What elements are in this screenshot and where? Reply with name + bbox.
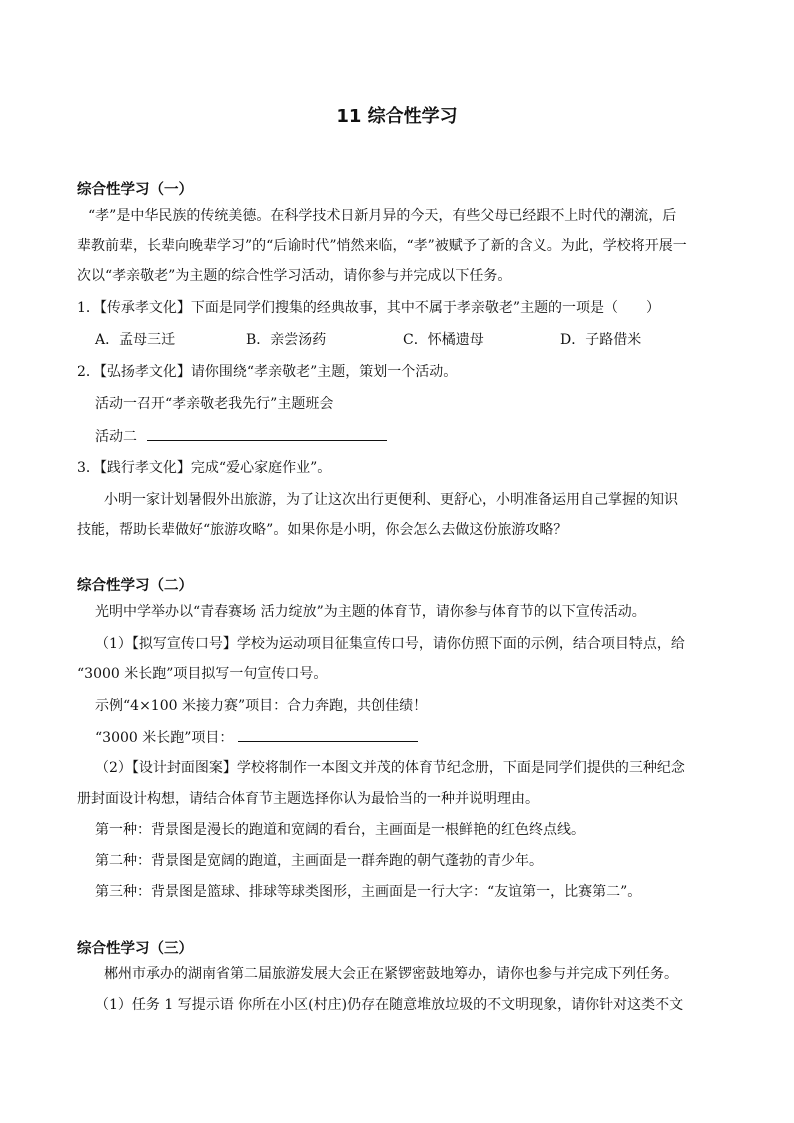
cover-option-2: 第二种：背景图是宽阔的跑道，主画面是一群奔跑的朝气蓬勃的青少年。 (95, 853, 543, 869)
activity-1: 活动一召开“孝亲敬老我先行”主题班会 (95, 396, 334, 412)
section2-q1-line: “3000 米长跑”项目拟写一句宣传口号。 (77, 666, 328, 682)
cover-option-3: 第三种：背景图是篮球、排球等球类图形，主画面是一行大字：“友谊第一，比赛第二”。 (95, 884, 642, 900)
section3-intro: 郴州市承办的湖南省第二届旅游发展大会正在紧锣密鼓地筹办，请你也参与并完成下列任务。 (104, 966, 678, 982)
section1-intro-line: 次以“孝亲敬老”为主题的综合性学习活动，请你参与并完成以下任务。 (77, 268, 512, 284)
option-a: A．孟母三迁 (95, 332, 176, 348)
slogan-answer-row (95, 727, 418, 748)
slogan-answer-label: “3000 米长跑”项目： (95, 730, 234, 746)
slogan-answer-blank[interactable] (238, 727, 418, 742)
activity-2-answer-blank[interactable] (147, 426, 387, 441)
question-3-text: 技能，帮助长辈做好“旅游攻略”。如果你是小明，你会怎么去做这份旅游攻略？ (77, 522, 568, 538)
section-heading-3: 综合性学习（三） (77, 941, 193, 957)
question-3: 3．【践行孝文化】完成“爱心家庭作业”。 (77, 460, 332, 476)
section-heading-2: 综合性学习（二） (77, 578, 193, 594)
section2-intro: 光明中学举办以“青春赛场 活力绽放”为主题的体育节，请你参与体育节的以下宣传活动。 (95, 604, 646, 620)
section2-q2-line: （2）【设计封面图案】学校将制作一本图文并茂的体育节纪念册，下面是同学们提供的三种纪念 (95, 760, 685, 776)
activity-2-row (95, 426, 387, 447)
page-title: 11 综合性学习 (336, 106, 458, 127)
option-c: C．怀橘遗母 (403, 332, 484, 348)
activity-2-label: 活动二 (95, 429, 137, 445)
option-b: B．亲尝汤药 (246, 332, 327, 348)
question-2: 2．【弘扬孝文化】请你围绕“孝亲敬老”主题，策划一个活动。 (77, 364, 458, 380)
question-3-text: 小明一家计划暑假外出旅游，为了让这次出行更便利、更舒心，小明准备运用自己掌握的知识 (104, 492, 678, 508)
section3-q1: （1）任务 1 写提示语 你所在小区(村庄)仍存在随意堆放垃圾的不文明现象，请你针对这类不文 (95, 997, 684, 1013)
section2-q1-line: （1）【拟写宣传口号】学校为运动项目征集宣传口号，请你仿照下面的示例，结合项目特点，给 (95, 636, 685, 652)
cover-option-1: 第一种：背景图是漫长的跑道和宽阔的看台，主画面是一根鲜艳的红色终点线。 (95, 822, 585, 838)
slogan-example: 示例“4×100 米接力赛”项目：合力奔跑，共创佳绩！ (95, 698, 428, 714)
question-1: 1．【传承孝文化】下面是同学们搜集的经典故事，其中不属于孝亲敬老”主题的一项是（ ） (77, 300, 661, 316)
section-heading-1: 综合性学习（一） (77, 182, 193, 198)
section1-intro-line: “孝”是中华民族的传统美德。在科学技术日新月异的今天，有些父母已经跟不上时代的潮流，后 (88, 208, 677, 224)
section1-intro-line: 辈教前辈，长辈向晚辈学习”的“后谕时代”悄然来临，“孝”被赋予了新的含义。为此，学校将开展一 (77, 238, 687, 254)
section2-q2-line: 册封面设计构想，请结合体育节主题选择你认为最恰当的一种并说明理由。 (77, 791, 539, 807)
option-d: D．子路借米 (560, 332, 642, 348)
